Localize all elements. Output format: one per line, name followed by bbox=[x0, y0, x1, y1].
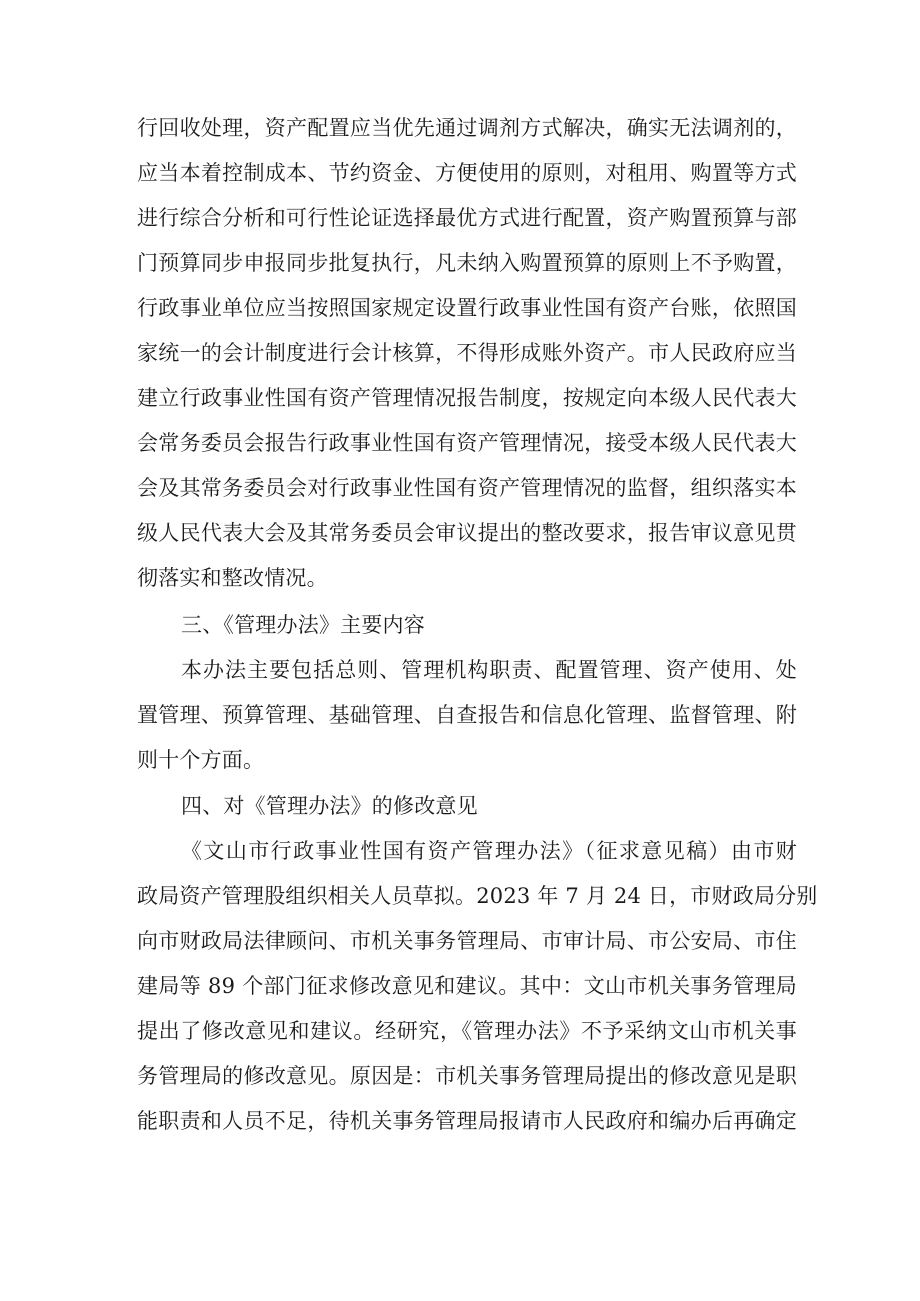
text-line: 能职责和人员不足，待机关事务管理局报请市人民政府和编办后再确定 bbox=[137, 1109, 797, 1133]
text-line: 进行综合分析和可行性论证选择最优方式进行配置，资产购置预算与部 bbox=[137, 206, 797, 230]
text-line: 建立行政事业性国有资产管理情况报告制度，按规定向本级人民代表大 bbox=[137, 386, 797, 410]
text-line: 行政事业单位应当按照国家规定设置行政事业性国有资产台账，依照国 bbox=[137, 296, 797, 320]
text-line: 置管理、预算管理、基础管理、自查报告和信息化管理、监督管理、附 bbox=[137, 703, 797, 727]
text-line: 则十个方面。 bbox=[137, 748, 265, 772]
text-line: 会及其常务委员会对行政事业性国有资产管理情况的监督，组织落实本 bbox=[137, 476, 797, 500]
section-heading-4: 四、对《管理办法》的修改意见 bbox=[181, 794, 478, 818]
text-line: 政局资产管理股组织相关人员草拟。2023 年 7 月 24 日，市财政局分别 bbox=[137, 884, 818, 908]
text-line: 行回收处理，资产配置应当优先通过调剂方式解决，确实无法调剂的， bbox=[137, 116, 797, 140]
text-line: 会常务委员会报告行政事业性国有资产管理情况，接受本级人民代表大 bbox=[137, 431, 797, 455]
text-line: 门预算同步申报同步批复执行，凡未纳入购置预算的原则上不予购置， bbox=[137, 251, 797, 275]
text-line: 应当本着控制成本、节约资金、方便使用的原则，对租用、购置等方式 bbox=[137, 161, 797, 185]
text-line: 级人民代表大会及其常务委员会审议提出的整改要求，报告审议意见贯 bbox=[137, 521, 797, 545]
text-line: 提出了修改意见和建议。经研究，《管理办法》不予采纳文山市机关事 bbox=[137, 1019, 797, 1043]
text-line: 向市财政局法律顾问、市机关事务管理局、市审计局、市公安局、市住 bbox=[137, 929, 797, 953]
text-line: 彻落实和整改情况。 bbox=[137, 566, 328, 590]
text-line: 务管理局的修改意见。原因是：市机关事务管理局提出的修改意见是职 bbox=[137, 1064, 797, 1088]
text-line: 家统一的会计制度进行会计核算，不得形成账外资产。市人民政府应当 bbox=[137, 341, 797, 365]
section-heading-3: 三、《管理办法》主要内容 bbox=[181, 613, 425, 637]
text-line: 建局等 89 个部门征求修改意见和建议。其中：文山市机关事务管理局 bbox=[137, 974, 797, 998]
text-line: 本办法主要包括总则、管理机构职责、配置管理、资产使用、处 bbox=[181, 658, 797, 682]
text-line: 《文山市行政事业性国有资产管理办法》（征求意见稿）由市财 bbox=[181, 839, 797, 863]
